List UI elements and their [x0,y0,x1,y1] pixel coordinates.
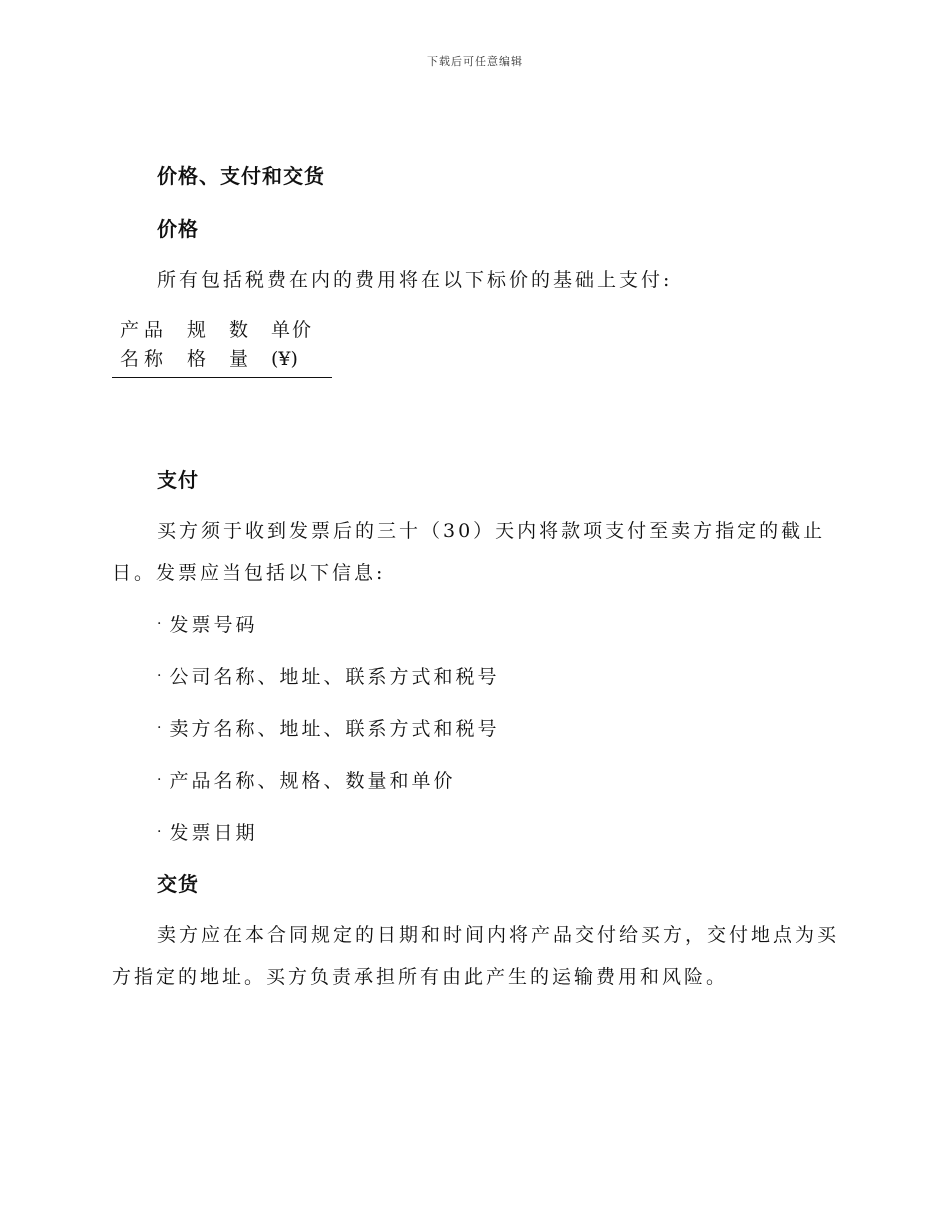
table-header-product-name: 产品 名称 [120,319,169,370]
list-item: · 公司名称、地址、联系方式和税号 [157,666,500,688]
price-heading: 价格 [157,217,199,241]
delivery-paragraph-line2: 方指定的地址。买方负责承担所有由此产生的运输费用和风险。 [112,966,729,988]
price-intro: 所有包括税费在内的费用将在以下标价的基础上支付: [157,269,673,291]
bullet-icon: · [157,720,165,736]
bullet-icon: · [157,824,165,840]
payment-paragraph-line1: 买方须于收到发票后的三十（30）天内将款项支付至卖方指定的截止 [157,520,826,542]
bullet-icon: · [157,616,165,632]
list-item: · 产品名称、规格、数量和单价 [157,770,456,792]
payment-heading: 支付 [157,468,199,492]
delivery-paragraph-line1: 卖方应在本合同规定的日期和时间内将产品交付给买方，交付地点为买 [157,924,840,946]
list-item: · 发票号码 [157,614,258,636]
payment-paragraph-line2: 日。发票应当包括以下信息: [112,562,386,584]
table-header-unit-price: 单价 (¥) [271,319,314,370]
table-header-spec: 规 格 [187,319,207,370]
section-title: 价格、支付和交货 [157,164,325,188]
delivery-heading: 交货 [157,872,199,896]
list-item: · 发票日期 [157,822,258,844]
list-item: · 卖方名称、地址、联系方式和税号 [157,718,500,740]
price-table [112,315,332,378]
bullet-icon: · [157,772,165,788]
page-header-note: 下载后可任意编辑 [427,55,523,68]
bullet-icon: · [157,668,165,684]
table-header-quantity: 数 量 [229,319,249,370]
